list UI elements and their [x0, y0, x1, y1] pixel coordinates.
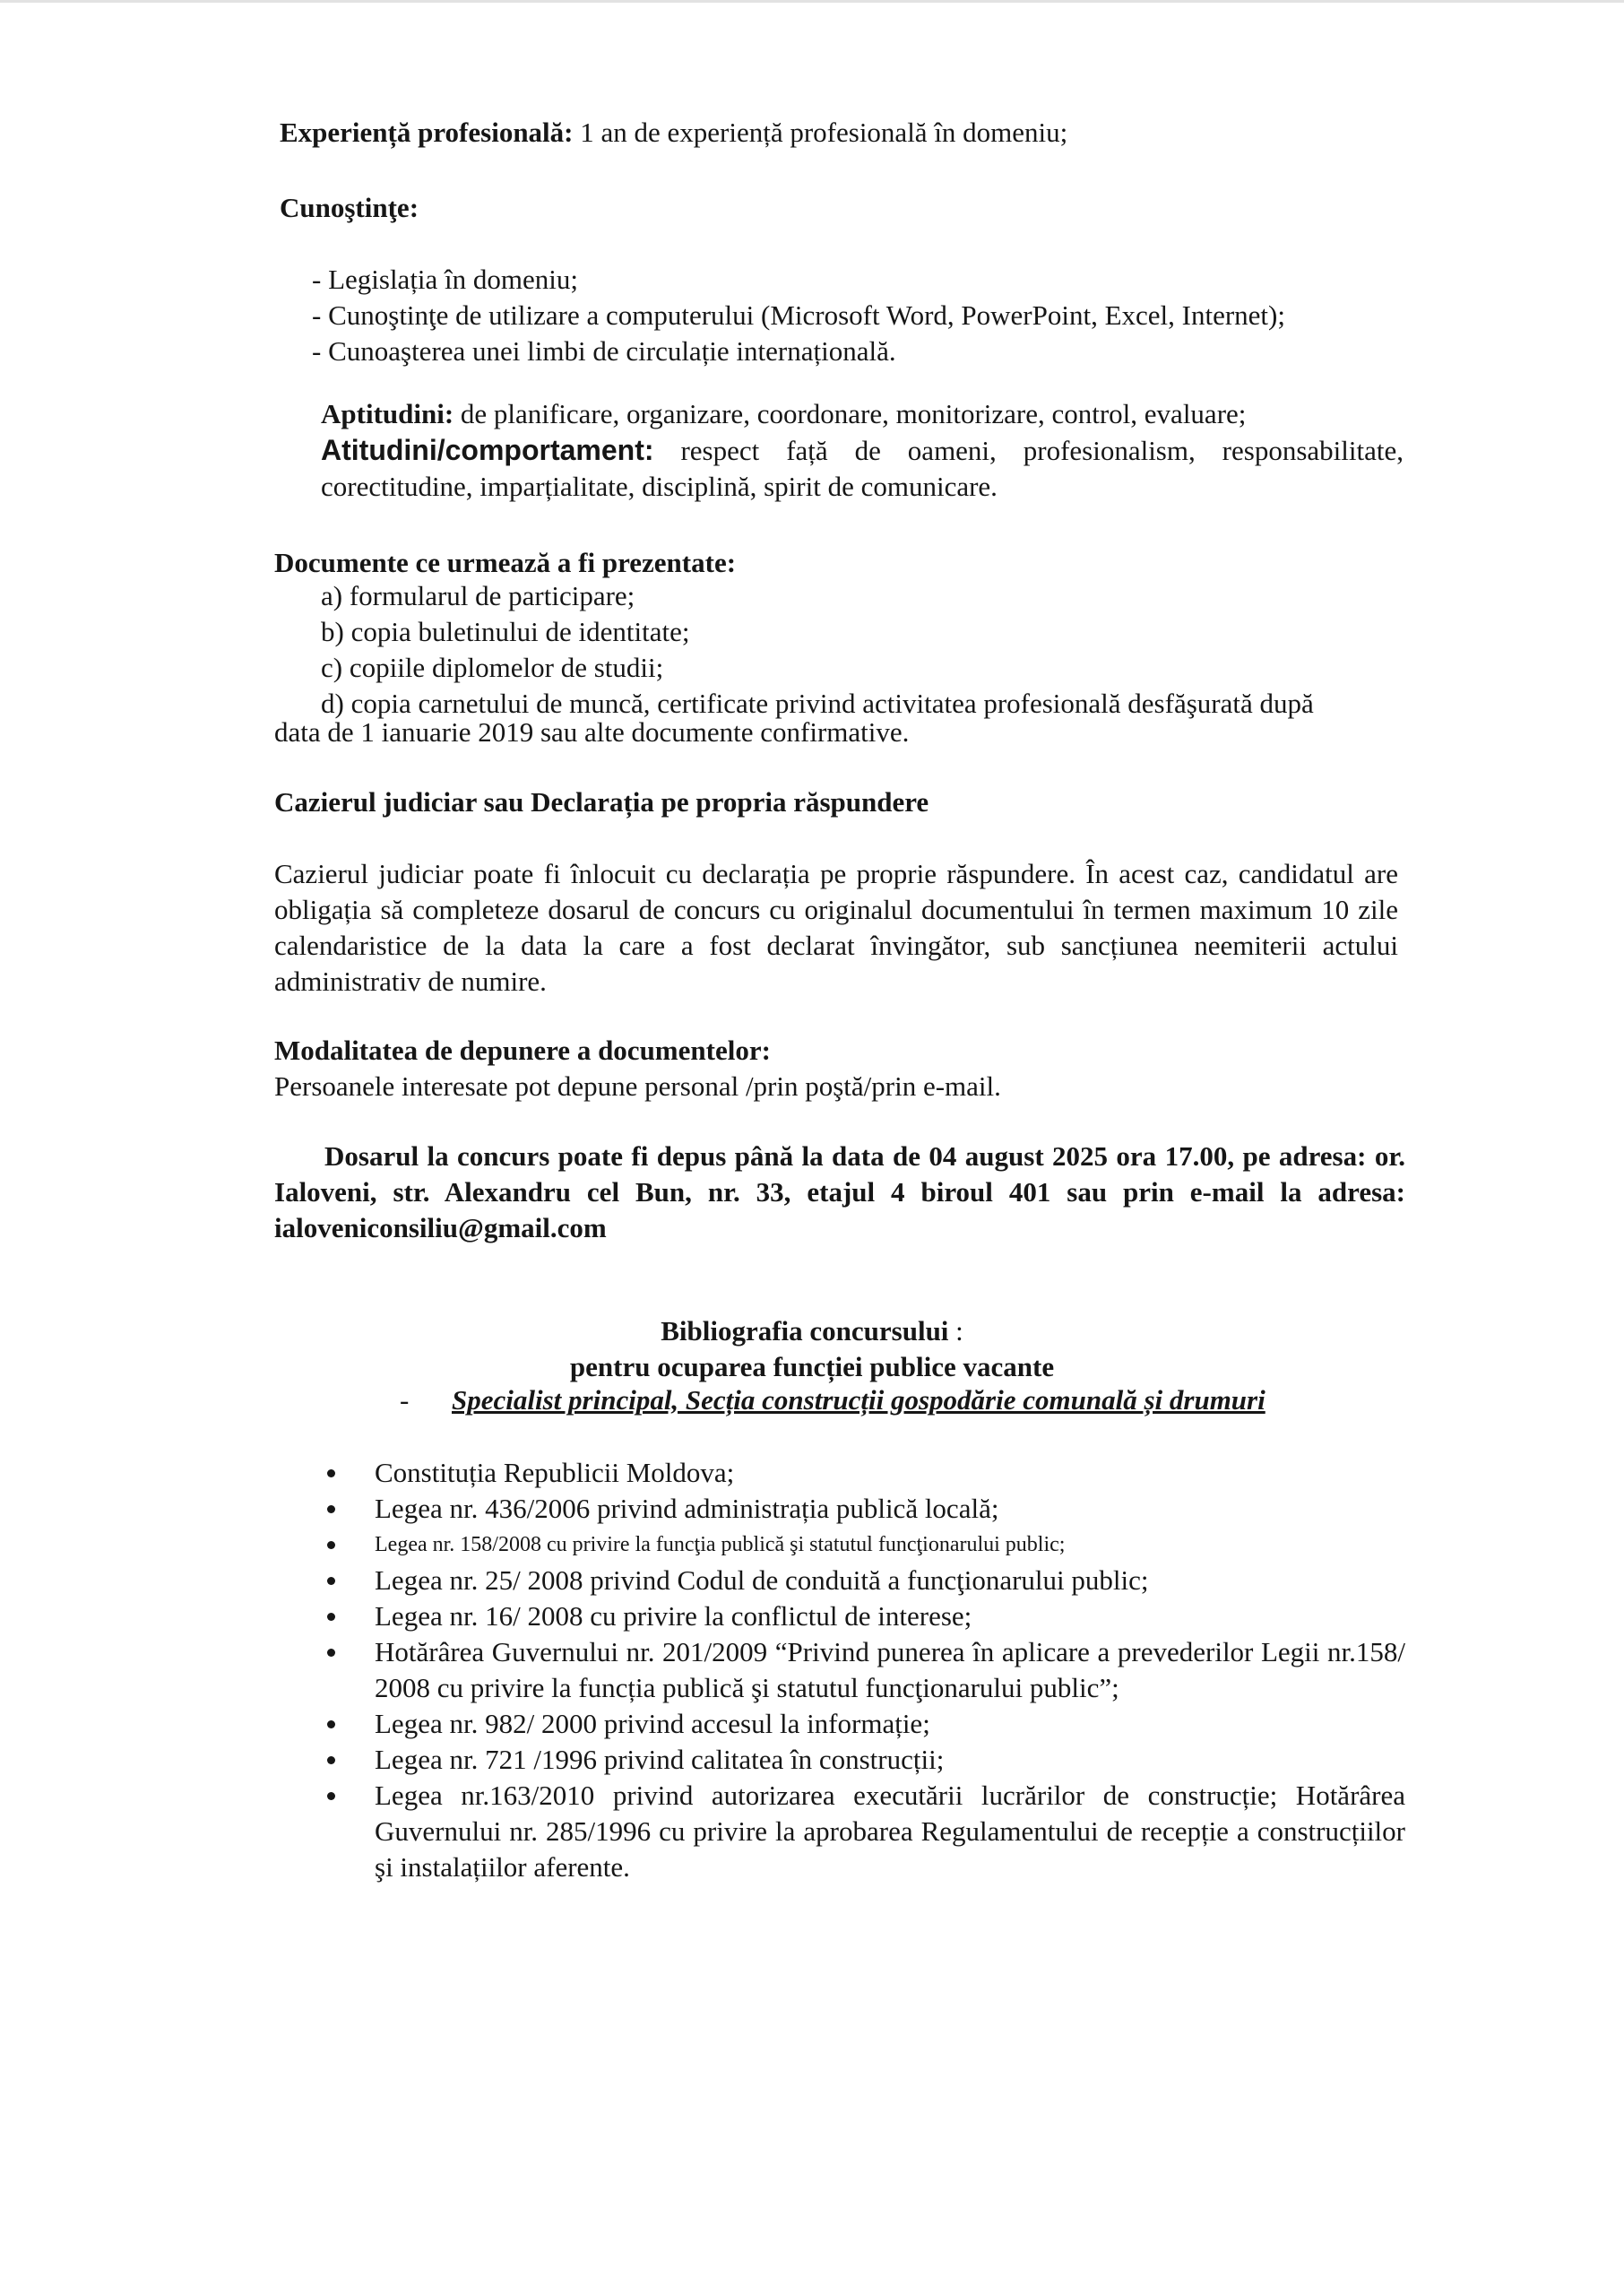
knowledge-list [312, 262, 1477, 369]
scan-edge [0, 0, 1624, 3]
bibliography-item: Legea nr. 25/ 2008 privind Codul de conduită a funcţionarului public; [318, 1563, 1405, 1598]
bibliography-item: Hotărârea Guvernului nr. 201/2009 “Privind punerea în aplicare a prevederilor Legii nr.158/ 2008 cu privire la funcția publică şi statutul funcţionarului public”; [318, 1634, 1405, 1706]
criminal-record-heading: Cazierul judiciar sau Declarația pe propria răspundere [274, 786, 929, 818]
documents-heading: Documente ce urmează a fi prezentate: [274, 547, 737, 578]
skills-line [321, 396, 1486, 432]
bibliography-item: Legea nr. 721 /1996 privind calitatea în construcții; [318, 1742, 1405, 1778]
knowledge-item: - Cunoştinţe de utilizare a computerului (Microsoft Word, PowerPoint, Excel, Internet); [312, 299, 1285, 331]
document-item: a) formularul de participare; [321, 580, 635, 611]
bibliography-item: Legea nr. 16/ 2008 cu privire la conflictul de interese; [318, 1598, 1405, 1634]
attitudes-paragraph [321, 432, 1404, 505]
deadline-text [274, 1139, 1405, 1246]
attitudes-label: Atitudini/comportament: [321, 434, 654, 466]
documents-list [321, 578, 1414, 722]
bibliography-title-colon: : [948, 1315, 963, 1347]
deadline-text-content: Dosarul la concurs poate fi depus până la data de 04 august 2025 ora 17.00, pe adresa: or. Ialoveni, str. Alexandru cel Bun, nr. 33, etajul 4 biroul 401 sau prin e-mail la adresa: ialoveniconsiliu@gmail.com [274, 1140, 1405, 1243]
experience-label: Experiență profesională: [280, 117, 574, 148]
bibliography-item: Legea nr. 158/2008 cu privire la funcţia publică şi statutul funcţionarului public; [318, 1527, 1405, 1563]
experience-line [280, 115, 1445, 151]
bibliography-position: Specialist principal, Secția construcții gospodărie comunală și drumuri [452, 1384, 1266, 1416]
document-item-continuation: data de 1 ianuarie 2019 sau alte documente confirmative. [274, 716, 910, 748]
skills-label: Aptitudini: [321, 398, 454, 429]
skills-text: de planificare, organizare, coordonare, monitorizare, control, evaluare; [454, 398, 1247, 429]
bibliography-subtitle: pentru ocuparea funcției publice vacante [569, 1351, 1055, 1382]
document-item: b) copia buletinului de identitate; [321, 616, 690, 647]
knowledge-heading: Cunoştinţe: [280, 192, 419, 223]
criminal-record-text: Cazierul judiciar poate fi înlocuit cu declarația pe proprie răspundere. În acest caz, candidatul are obligația să completeze dosarul de concurs cu originalul documentului în termen maximum 10 zile calendaristice de la data la care a fost declarat învingător, sub sancțiunea neemiterii actului administrativ de numire. [274, 858, 1398, 997]
document-item: d) copia carnetului de muncă, certificate privind activitatea profesională desfăşurată după [321, 688, 1314, 719]
experience-text: 1 an de experiență profesională în domeniu; [573, 117, 1068, 148]
submission-text: Persoanele interesate pot depune personal /prin poştă/prin e-mail. [274, 1070, 1001, 1102]
bibliography-title-text: Bibliografia concursului [661, 1315, 949, 1347]
bibliography-position-dash: - [400, 1384, 410, 1416]
bibliography-item: Constituția Republicii Moldova; [318, 1455, 1405, 1491]
bibliography-item: Legea nr. 436/2006 privind administrația publică locală; [318, 1491, 1405, 1527]
bibliography-item: Legea nr. 982/ 2000 privind accesul la informație; [318, 1706, 1405, 1742]
document-item: c) copiile diplomelor de studii; [321, 652, 664, 683]
attitudes-text: respect față de oameni, profesionalism, responsabilitate, corectitudine, imparțialitate, disciplină, spirit de comunicare. [321, 435, 1404, 502]
bibliography-item: Legea nr.163/2010 privind autorizarea executării lucrărilor de construcție; Hotărârea Guvernului nr. 285/1996 cu privire la aprobarea Regulamentului de recepție a construcțiilor şi instalațiilor aferente. [318, 1778, 1405, 1885]
bibliography-list [318, 1455, 1405, 1885]
bibliography-title [543, 1313, 1081, 1349]
submission-heading: Modalitatea de depunere a documentelor: [274, 1035, 771, 1066]
knowledge-item: - Cunoaşterea unei limbi de circulație internațională. [312, 335, 896, 367]
knowledge-item: - Legislația în domeniu; [312, 264, 579, 295]
